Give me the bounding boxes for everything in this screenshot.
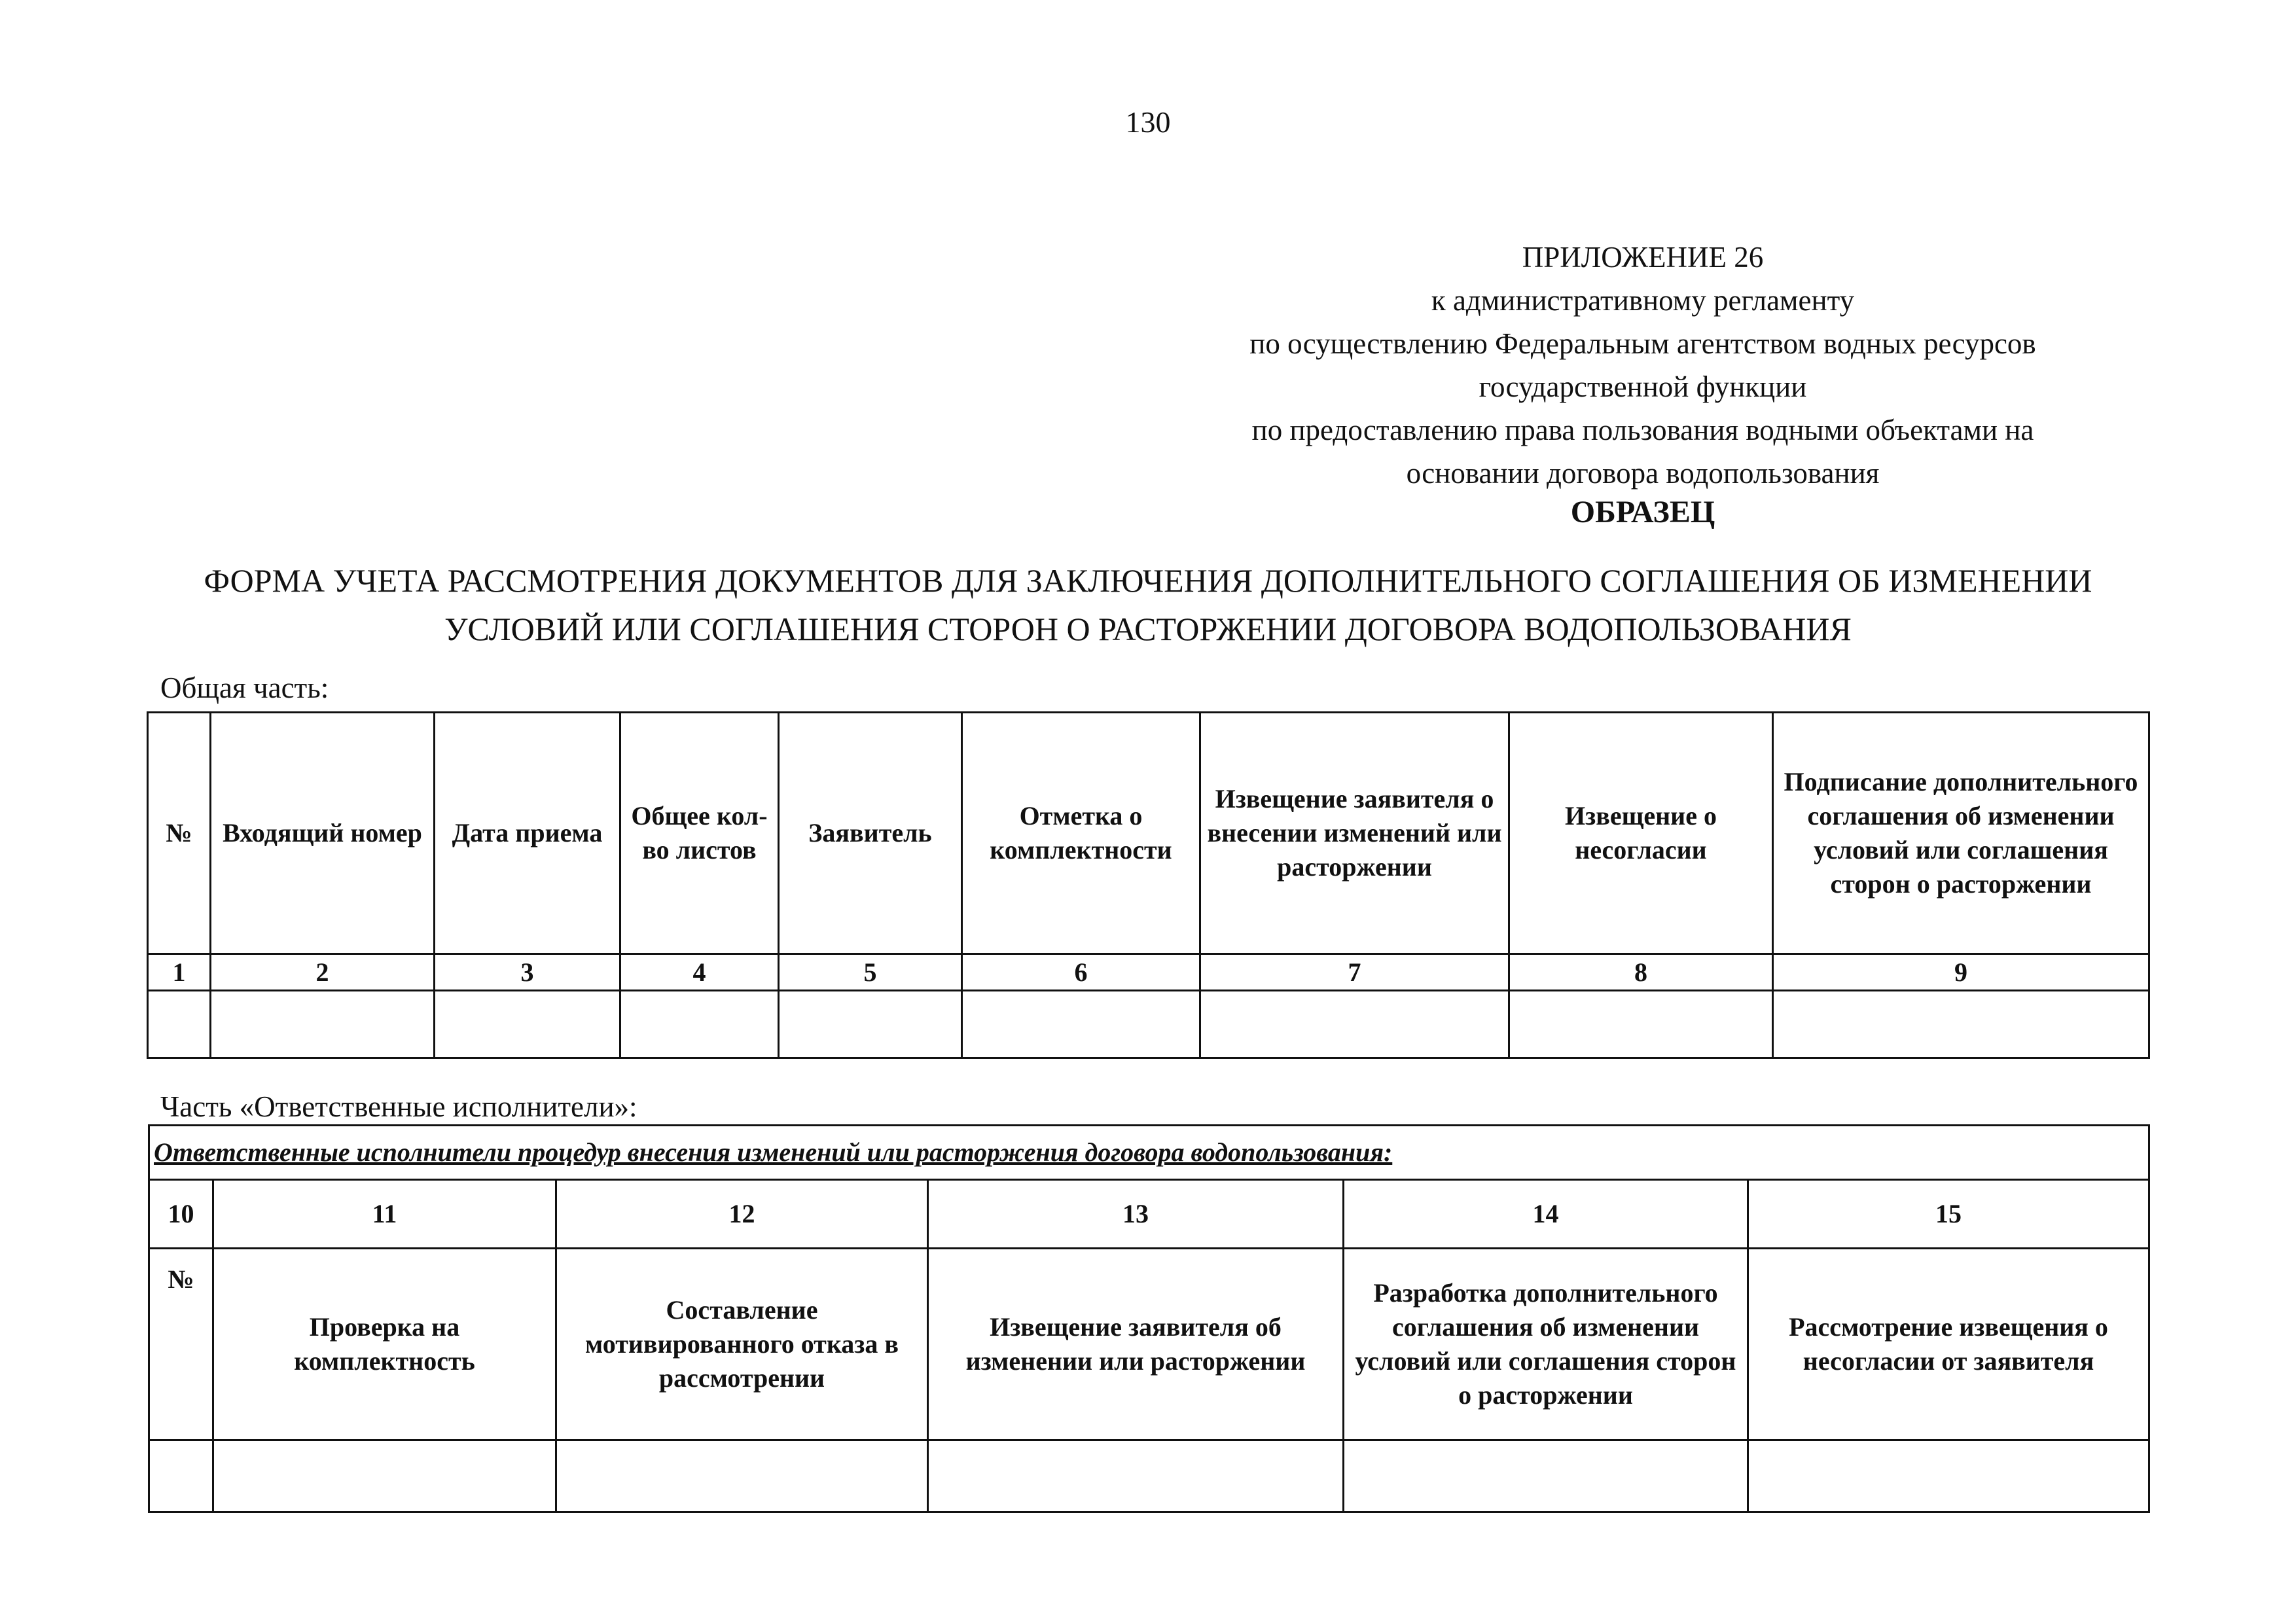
appendix-line: основании договора водопользования <box>1406 457 1880 490</box>
appendix-line: по осуществлению Федеральным агентством водных ресурсов <box>1249 327 2036 360</box>
empty-cell[interactable] <box>435 991 620 1058</box>
header-cell: Рассмотрение извещения о несогласии от заявителя <box>1748 1249 2149 1440</box>
empty-cell[interactable] <box>148 991 211 1058</box>
responsible-part-caption: Часть «Ответственные исполнители»: <box>160 1090 637 1123</box>
page-number: 130 <box>1125 105 1171 139</box>
form-title <box>131 556 2165 653</box>
header-row <box>149 1249 2149 1440</box>
number-cell: 12 <box>556 1180 928 1249</box>
empty-cell[interactable] <box>1509 991 1773 1058</box>
form-title-line: ФОРМА УЧЕТА РАССМОТРЕНИЯ ДОКУМЕНТОВ ДЛЯ ЗАКЛЮЧЕНИЯ ДОПОЛНИТЕЛЬНОГО СОГЛАШЕНИЯ ОБ ИЗМЕНЕНИИ <box>204 562 2092 599</box>
empty-cell[interactable] <box>1200 991 1509 1058</box>
header-cell: Извещение заявителя о внесении изменений или расторжении <box>1200 713 1509 954</box>
appendix-title: ПРИЛОЖЕНИЕ 26 <box>1522 241 1764 274</box>
empty-cell[interactable] <box>1344 1440 1748 1512</box>
number-cell: 4 <box>620 954 779 991</box>
general-part-caption: Общая часть: <box>160 671 329 704</box>
number-cell: 2 <box>211 954 435 991</box>
empty-row <box>148 991 2149 1058</box>
sample-label: ОБРАЗЕЦ <box>1570 495 1715 529</box>
empty-cell[interactable] <box>779 991 962 1058</box>
empty-cell[interactable] <box>213 1440 556 1512</box>
number-cell: 14 <box>1344 1180 1748 1249</box>
number-cell: 3 <box>435 954 620 991</box>
form-title-line: УСЛОВИЙ ИЛИ СОГЛАШЕНИЯ СТОРОН О РАСТОРЖЕНИИ ДОГОВОРА ВОДОПОЛЬЗОВАНИЯ <box>444 611 1852 647</box>
header-cell: Входящий номер <box>211 713 435 954</box>
number-cell: 10 <box>149 1180 213 1249</box>
header-cell: № <box>149 1249 213 1440</box>
number-cell: 6 <box>962 954 1200 991</box>
responsible-subtitle: Ответственные исполнители процедур внесения изменений или расторжения договора водопользования: <box>149 1126 2149 1180</box>
header-cell: Отметка о комплектности <box>962 713 1200 954</box>
number-cell: 11 <box>213 1180 556 1249</box>
header-cell: Дата приема <box>435 713 620 954</box>
number-cell: 15 <box>1748 1180 2149 1249</box>
header-cell: Подписание дополнительного соглашения об изменении условий или соглашения сторон о расторжении <box>1773 713 2149 954</box>
empty-cell[interactable] <box>620 991 779 1058</box>
header-cell: Общее кол-во листов <box>620 713 779 954</box>
empty-cell[interactable] <box>962 991 1200 1058</box>
empty-cell[interactable] <box>149 1440 213 1512</box>
header-cell: Извещение заявителя об изменении или расторжении <box>928 1249 1344 1440</box>
empty-cell[interactable] <box>928 1440 1344 1512</box>
appendix-line: к административному регламенту <box>1431 284 1855 317</box>
number-row <box>149 1180 2149 1249</box>
header-cell: Заявитель <box>779 713 962 954</box>
header-cell: Проверка на комплектность <box>213 1249 556 1440</box>
number-cell: 9 <box>1773 954 2149 991</box>
subtitle-row <box>149 1126 2149 1180</box>
empty-row <box>149 1440 2149 1512</box>
header-cell: № <box>148 713 211 954</box>
empty-cell[interactable] <box>1748 1440 2149 1512</box>
header-cell: Извещение о несогласии <box>1509 713 1773 954</box>
appendix-line: по предоставлению права пользования водными объектами на <box>1251 414 2034 446</box>
general-table <box>147 711 2150 1059</box>
empty-cell[interactable] <box>1773 991 2149 1058</box>
header-cell: Разработка дополнительного соглашения об изменении условий или соглашения сторон о расторжении <box>1344 1249 1748 1440</box>
number-cell: 13 <box>928 1180 1344 1249</box>
appendix-header <box>1178 236 2108 495</box>
header-row <box>148 713 2149 954</box>
responsible-table <box>148 1124 2150 1513</box>
number-cell: 7 <box>1200 954 1509 991</box>
empty-cell[interactable] <box>211 991 435 1058</box>
number-cell: 1 <box>148 954 211 991</box>
number-row <box>148 954 2149 991</box>
header-cell: Составление мотивированного отказа в рассмотрении <box>556 1249 928 1440</box>
empty-cell[interactable] <box>556 1440 928 1512</box>
appendix-line: государственной функции <box>1479 370 1807 403</box>
number-cell: 8 <box>1509 954 1773 991</box>
number-cell: 5 <box>779 954 962 991</box>
